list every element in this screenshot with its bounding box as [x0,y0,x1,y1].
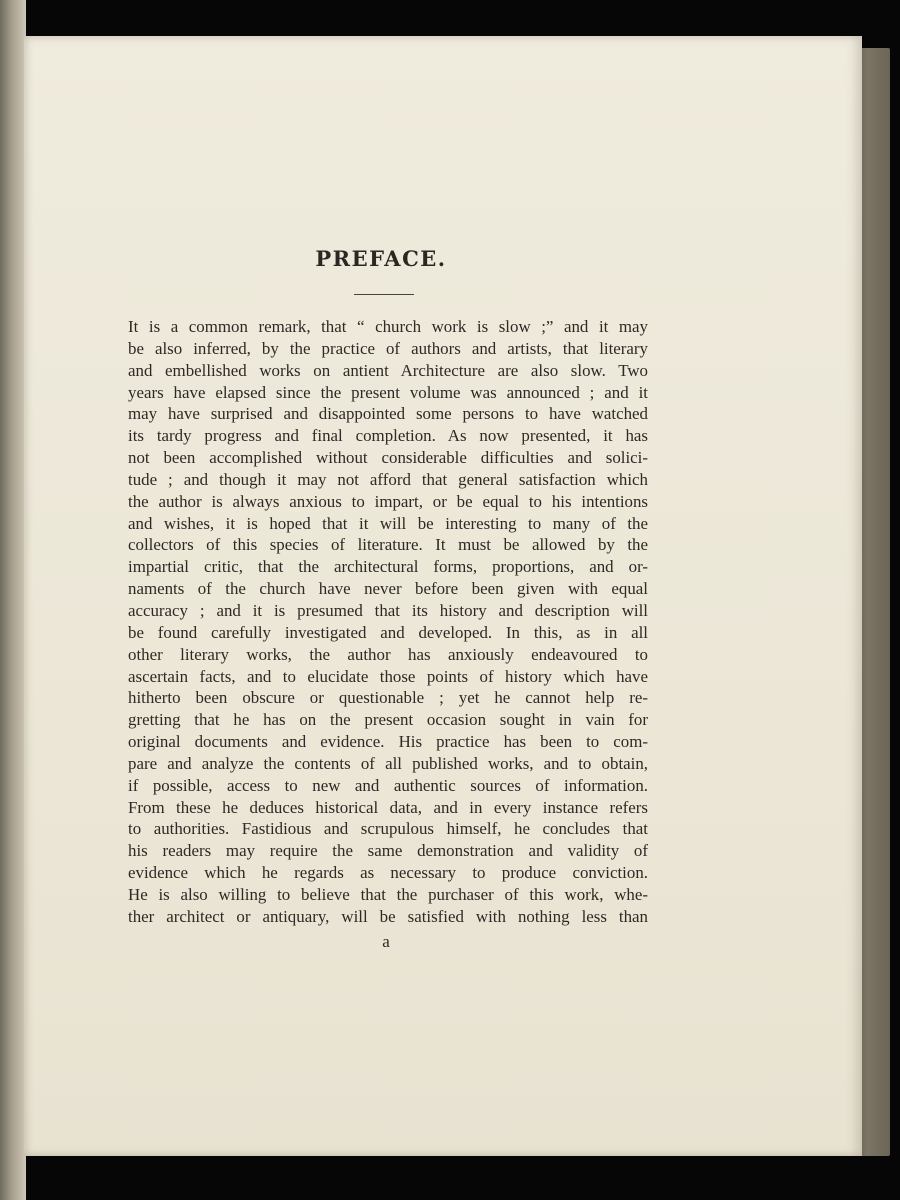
text-line: hitherto been obscure or questionable ; yet he cannot help re- [128,688,648,708]
book-page [24,36,862,1156]
text-line: impartial critic, that the architectural forms, proportions, and or- [128,557,648,577]
text-line: and embellished works on antient Architecture are also slow. Two [128,360,648,380]
text-line: the author is always anxious to impart, or be equal to his intentions [128,491,648,511]
text-line: other literary works, the author has anxiously endeavoured to [128,644,648,664]
title-rule [354,294,414,295]
text-line: to authorities. Fastidious and scrupulous himself, he concludes that [128,819,648,839]
text-line: He is also willing to believe that the purchaser of this work, whe- [128,884,648,904]
preface-text [128,316,648,928]
text-line: years have elapsed since the present volume was announced ; and it [128,382,648,402]
text-line: if possible, access to new and authentic sources of information. [128,775,648,795]
text-line: ascertain facts, and to elucidate those points of history which have [128,666,648,686]
text-line: not been accomplished without considerable difficulties and solici- [128,448,648,468]
text-line: may have surprised and disappointed some persons to have watched [128,404,648,424]
text-line: and wishes, it is hoped that it will be interesting to many of the [128,513,648,533]
text-line: From these he deduces historical data, and in every instance refers [128,797,648,817]
text-line: his readers may require the same demonstration and validity of [128,841,648,861]
text-line: accuracy ; and it is presumed that its history and description will [128,600,648,620]
text-line: naments of the church have never before been given with equal [128,579,648,599]
text-line: its tardy progress and final completion. As now presented, it has [128,426,648,446]
text-line: tude ; and though it may not afford that general satisfaction which [128,469,648,489]
text-line: ther architect or antiquary, will be satisfied with nothing less than [128,906,648,926]
text-line: collectors of this species of literature. It must be allowed by the [128,535,648,555]
signature-mark: a [382,932,390,951]
text-line: gretting that he has on the present occasion sought in vain for [128,710,648,730]
text-line: be found carefully investigated and developed. In this, as in all [128,622,648,642]
text-line: evidence which he regards as necessary to produce conviction. [128,863,648,883]
text-line: It is a common remark, that “ church work is slow ;” and it may [128,317,648,336]
text-line: be also inferred, by the practice of authors and artists, that literary [128,338,648,358]
page-title: PREFACE. [315,246,447,271]
book-left-edge [0,0,26,1200]
text-line: original documents and evidence. His practice has been to com- [128,732,648,752]
text-line: pare and analyze the contents of all published works, and to obtain, [128,753,648,773]
